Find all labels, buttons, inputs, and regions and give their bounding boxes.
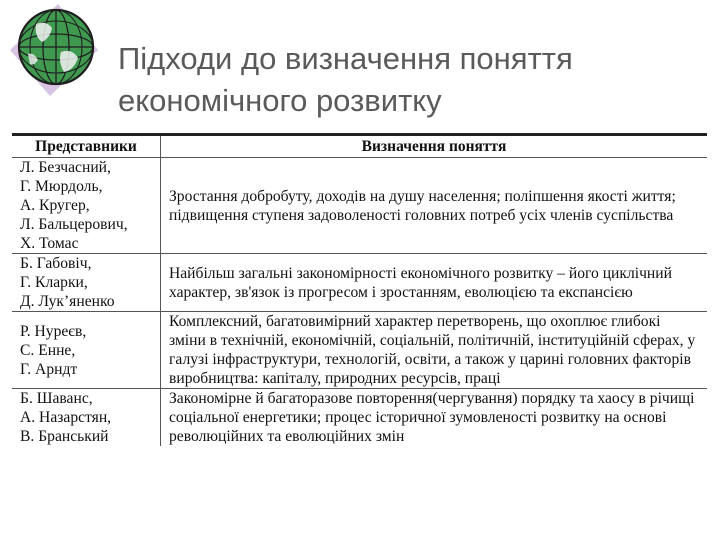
definition-cell: Комплексний, багатовимірний характер перетворень, що охоплює глибокі зміни в технічній, економічній, соціальній, політичній, інституційній сферах, у галузі інфраструктури, технологій, освіти, а також у царині головних факторів виробництва: капіталу, природних ресурсів, праці <box>161 312 708 389</box>
author-name: В. Бранський <box>20 428 109 445</box>
table-header-row <box>12 135 707 158</box>
title-line-1: Підходи до визначення поняття <box>118 41 573 76</box>
header-definition: Визначення поняття <box>161 135 708 158</box>
author-name: Г. Арндт <box>20 360 78 378</box>
author-name: А. Кругер, <box>20 197 90 214</box>
author-name: Д. Лук’яненко <box>20 293 115 310</box>
slide-title <box>118 38 708 122</box>
authors-cell <box>12 312 161 389</box>
authors-cell <box>12 158 161 254</box>
author-name: Б. Шаванс, <box>20 390 93 407</box>
definition-cell: Зростання добробуту, доходів на душу населення; поліпшення якості життя; підвищення ступеня задоволеності головних потреб усіх членів суспільства <box>169 187 676 224</box>
table-row <box>12 254 707 312</box>
table-row <box>12 158 707 254</box>
authors-cell <box>12 389 161 447</box>
author-name: Б. Габовіч, <box>20 255 92 272</box>
globe-icon <box>6 2 102 98</box>
author-name: Л. Бальцерович, <box>20 216 128 233</box>
table-row <box>12 389 707 447</box>
authors-cell <box>12 254 161 312</box>
author-name: Х. Томас <box>20 235 79 252</box>
author-name: А. Назарстян, <box>20 409 112 426</box>
table-row <box>12 312 707 389</box>
definition-cell: Найбільш загальні закономірності економічного розвитку – його циклічний характер, зв'язок із прогресом і зростанням, еволюцією та експансією <box>161 254 708 312</box>
author-name: Г. Мюрдоль, <box>20 178 103 195</box>
author-name: С. Енне, <box>20 341 76 359</box>
author-name: Л. Безчасний, <box>20 159 111 176</box>
title-line-2: економічного розвитку <box>118 83 442 118</box>
header-representatives: Представники <box>12 135 161 158</box>
author-name: Г. Кларки, <box>20 274 88 291</box>
definition-cell: Закономірне й багаторазове повторення(чергування) порядку та хаосу в річищі соціальної енергетики; процес історичної зумовленості розвитку на основі революційних та еволюційних змін <box>161 389 708 447</box>
definitions-table <box>12 133 707 446</box>
author-name: Р. Нуреєв, <box>20 322 87 340</box>
